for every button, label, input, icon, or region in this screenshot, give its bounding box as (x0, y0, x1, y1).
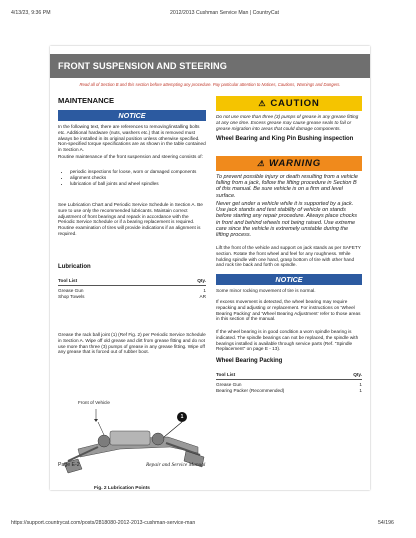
tool-name: Grease Gun (216, 382, 242, 387)
warning-triangle-icon: ⚠ (257, 159, 265, 168)
tool-name: Shop Towels (58, 294, 85, 299)
notice-label: NOTICE (275, 275, 303, 284)
tool-list-header (58, 278, 206, 283)
tool-row (58, 294, 206, 299)
print-datetime: 4/13/23, 9:36 PM (11, 10, 51, 16)
notice-text: In the following text, there are references to removing/installing bolts etc. Additional hardware (nuts, washers etc.) that is removed must always be installed in its original position unless otherwise specified. Non-specified torque specifications are as shown in the table contained in Section A. (58, 124, 206, 153)
bearing-packing-heading: Wheel Bearing Packing (216, 358, 283, 364)
tool-list-header (216, 372, 362, 377)
list-item: • alignment checks (70, 175, 208, 181)
tool-row (216, 388, 362, 393)
warning-banner (216, 156, 362, 171)
print-url: https://support.countrycat.com/posts/2818080-2012-2013-cushman-service-man (11, 520, 196, 526)
notice-banner (216, 274, 362, 285)
qty-label: Qty. (353, 372, 362, 377)
divider (58, 285, 206, 286)
print-page-count: 54/196 (378, 520, 394, 526)
caution-triangle-icon: ⚠ (258, 99, 267, 108)
tool-qty: 1 (359, 388, 362, 393)
spindle-bearing-text: If the wheel bearing is in good condition a worn spindle bearing is indicated. The spindle bearings can not be replaced, the spindle with bearings installed is available through service parts (Ref. "Spindle Replacement" on page E - 13). (216, 329, 359, 352)
rack-boot (152, 433, 164, 445)
lift-instructions: Lift the front of the vehicle and support on jack stands as per SAFETY section. Rotate the front wheel and feel for any roughness. While holding spindle with one hand, grasp bottom of tire with other hand and rock tire back and forth on spindle. (216, 245, 361, 268)
warning-text-2: Never get under a vehicle while it is supported by a jack. Use jack stands and test stability of vehicle on stands before starting any repair procedure. Always place chocks in front and behind wheels not being raised. Use extreme care since the vehicle is extremely unstable during the lifting process. (216, 201, 358, 239)
tool-row (58, 288, 206, 293)
bearing-inspection-heading: Wheel Bearing and King Pin Bushing inspection (216, 136, 354, 142)
print-tab-title: 2012/2013 Cushman Service Man | CountryCat (170, 10, 279, 16)
read-note: Read all of Section B and this section before attempting any procedure. Pay particular attention to Notices, Cautions, Warnings and Dangers. (79, 82, 341, 87)
list-item: • lubrication of ball joints and wheel spindles (70, 181, 208, 187)
caution-label: CAUTION (270, 98, 320, 109)
tool-qty: AR (199, 294, 206, 299)
routine-intro: Routine maintenance of the front suspension and steering consists of: (58, 154, 203, 159)
manual-footer-title: Repair and Service Manual (146, 462, 206, 468)
notice-banner (58, 110, 206, 121)
callout-number: 1 (180, 414, 184, 420)
tool-name: Grease Gun (58, 288, 84, 293)
manual-page (50, 46, 370, 490)
see-lubrication-text: See Lubrication Chart and Periodic Service Schedule in Section A. Be sure to use only the recommended lubricants. Maintain correct adjustment of front bearings and repack in accordance with the Periodic Service Schedule or if a bearing replacement is required. Routine examination of tires will provide indications if an alignment is required. (58, 202, 203, 236)
front-of-vehicle-label: Front of Vehicle (78, 400, 110, 405)
caution-text: Do not use more than three (3) pumps of grease in any grease fitting at any one time. Excess grease may cause grease seals to fail or grease migration into areas that could damage components. (216, 114, 359, 131)
tool-list-label: Tool List (216, 372, 236, 377)
tool-list-label: Tool List (58, 278, 78, 283)
list-item: • periodic inspections for loose, worn or damaged components (70, 169, 208, 175)
tool-name: Bearing Packer (Recommended) (216, 388, 285, 393)
caution-banner (216, 96, 362, 111)
excess-movement-text: If excess movement is detected, the wheel bearing may require repacking and adjusting or replacement. For instructions on 'Wheel Bearing Packing' and 'Wheel Bearing Adjustment' refer to those areas in this section of the manual. (216, 299, 361, 322)
manual-page-number: Page E-2 (58, 462, 80, 468)
divider (216, 379, 362, 380)
lubrication-heading: Lubrication (58, 264, 91, 270)
tool-qty: 1 (203, 288, 206, 293)
warning-label: WARNING (269, 158, 321, 169)
rack-boot (98, 435, 110, 447)
grease-instructions: Grease the rack ball joint (1) (Ref Fig. 2) per Periodic Service Schedule in Section A. Wipe off old grease and dirt from grease fitting and do not use more than three (3) pumps of grease in any grease fitting. Wipe off any grease that is forced out of rubber boot. (58, 332, 206, 355)
notice-text: Some minor rocking movement of tire is normal. (216, 288, 316, 293)
tool-row (216, 382, 362, 387)
notice-label: NOTICE (118, 111, 146, 120)
maintenance-heading: MAINTENANCE (58, 96, 115, 105)
section-title-banner: FRONT SUSPENSION AND STEERING (50, 54, 370, 78)
rack-housing (110, 431, 150, 445)
figure-caption: Fig. 2 Lubrication Points (94, 486, 150, 491)
tool-qty: 1 (359, 382, 362, 387)
routine-list (60, 169, 208, 186)
qty-label: Qty. (197, 278, 206, 283)
warning-text-1: To prevent possible injury or death resulting from a vehicle falling from a jack, follow the lifting procedure in Section B of this manual. Be sure vehicle is on a firm and level surface. (216, 174, 358, 199)
